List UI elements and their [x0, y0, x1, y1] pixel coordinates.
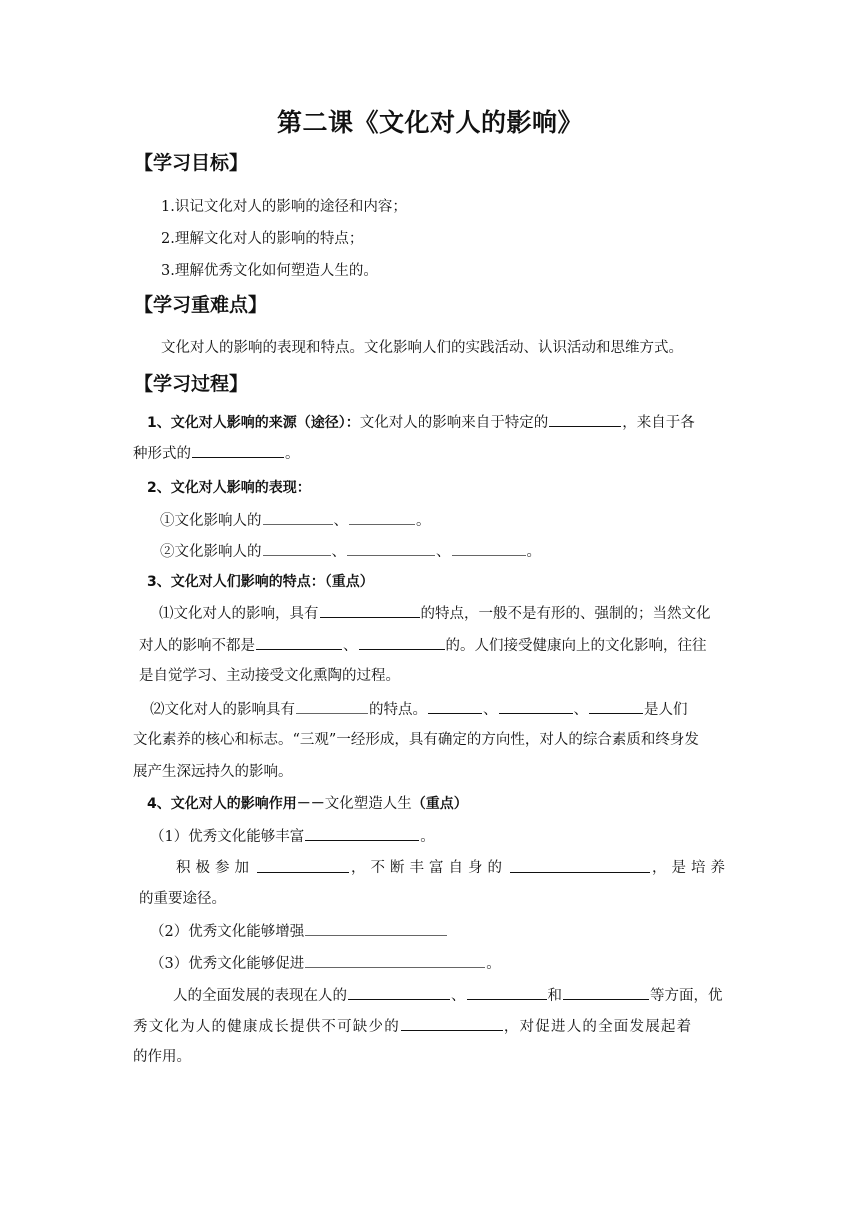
question-3-label: 3、文化对人们影响的特点：（重点）: [147, 574, 374, 590]
question-4-label: 4、文化对人的影响作用－－文化塑造人生（重点）: [147, 796, 468, 812]
fill-blank[interactable]: [263, 541, 331, 556]
fill-blank[interactable]: [305, 921, 447, 936]
question-4-s3-line-2: 秀文化为人的健康成长提供不可缺少的 ，对促进人的全面发展起着: [133, 1016, 692, 1037]
question-3-p1-line-1: ⑴文化对人的影响，具有 的特点，一般不是有形的、强制的；当然文化: [159, 603, 711, 624]
question-1-line-2: 种形式的 。: [133, 443, 300, 464]
fill-blank[interactable]: [305, 953, 485, 968]
key-points-text: 文化对人的影响的表现和特点。文化影响人们的实践活动、认识活动和思维方式。: [161, 340, 683, 356]
question-1-line-1: 1、文化对人影响的来源（途径）：文化对人的影响来自于特定的 ，来自于各: [147, 412, 695, 433]
question-4-s1-line-2: 的重要途径。: [139, 891, 226, 907]
objective-item: 2.理解文化对人的影响的特点；: [161, 231, 364, 247]
question-4-s2: （2）优秀文化能够增强: [150, 921, 448, 942]
question-4-s3: （3）优秀文化能够促进 。: [150, 953, 501, 974]
fill-blank[interactable]: [401, 1016, 503, 1031]
section-heading-process: 【学习过程】: [134, 373, 249, 395]
fill-blank[interactable]: [257, 858, 349, 873]
question-3-p2-line-1: ⑵文化对人的影响具有 的特点。 、 、 是人们: [150, 699, 688, 720]
objective-item: 3.理解优秀文化如何塑造人生的。: [161, 263, 378, 279]
fill-blank[interactable]: [428, 699, 482, 714]
fill-blank[interactable]: [549, 412, 621, 427]
question-4-s1-line-1: 积极参加 ，不断丰富自身的 ，是培养: [176, 860, 730, 876]
question-3-p1-line-2: 对人的影响不都是 、 的。人们接受健康向上的文化影响，往往: [139, 635, 707, 656]
fill-blank[interactable]: [305, 826, 419, 841]
fill-blank[interactable]: [452, 541, 526, 556]
fill-blank[interactable]: [256, 635, 342, 650]
fill-blank[interactable]: [499, 699, 573, 714]
fill-blank[interactable]: [563, 985, 649, 1000]
question-1-label: 1、文化对人影响的来源（途径）：: [147, 415, 360, 431]
question-2-label: 2、文化对人影响的表现：: [147, 480, 311, 496]
fill-blank[interactable]: [192, 443, 284, 458]
fill-blank[interactable]: [589, 699, 643, 714]
page-title: 第二课《文化对人的影响》: [276, 108, 583, 137]
question-2-item-1: ①文化影响人的 、 。: [160, 510, 431, 531]
question-4-s3-line-3: 的作用。: [133, 1049, 191, 1065]
fill-blank[interactable]: [348, 985, 450, 1000]
fill-blank[interactable]: [296, 699, 368, 714]
fill-blank[interactable]: [320, 603, 420, 618]
question-3-p2-line-3: 展产生深远持久的影响。: [133, 764, 293, 780]
fill-blank[interactable]: [359, 635, 445, 650]
question-4-s1: （1）优秀文化能够丰富 。: [150, 826, 435, 847]
question-4-s3-line-1: 人的全面发展的表现在人的 、 和 等方面，优: [173, 985, 723, 1006]
question-3-p1-line-3: 是自觉学习、主动接受文化熏陶的过程。: [139, 668, 400, 684]
fill-blank[interactable]: [467, 985, 547, 1000]
section-heading-key-points: 【学习重难点】: [134, 294, 268, 316]
question-2-item-2: ②文化影响人的 、 、 。: [160, 541, 541, 562]
fill-blank[interactable]: [510, 858, 650, 873]
question-3-p2-line-2: 文化素养的核心和标志。“三观”一经形成，具有确定的方向性，对人的综合素质和终身发: [133, 732, 699, 748]
fill-blank[interactable]: [263, 510, 333, 525]
fill-blank[interactable]: [349, 510, 415, 525]
objective-item: 1.识记文化对人的影响的途径和内容；: [161, 199, 407, 215]
section-heading-objectives: 【学习目标】: [134, 152, 249, 174]
fill-blank[interactable]: [347, 541, 435, 556]
